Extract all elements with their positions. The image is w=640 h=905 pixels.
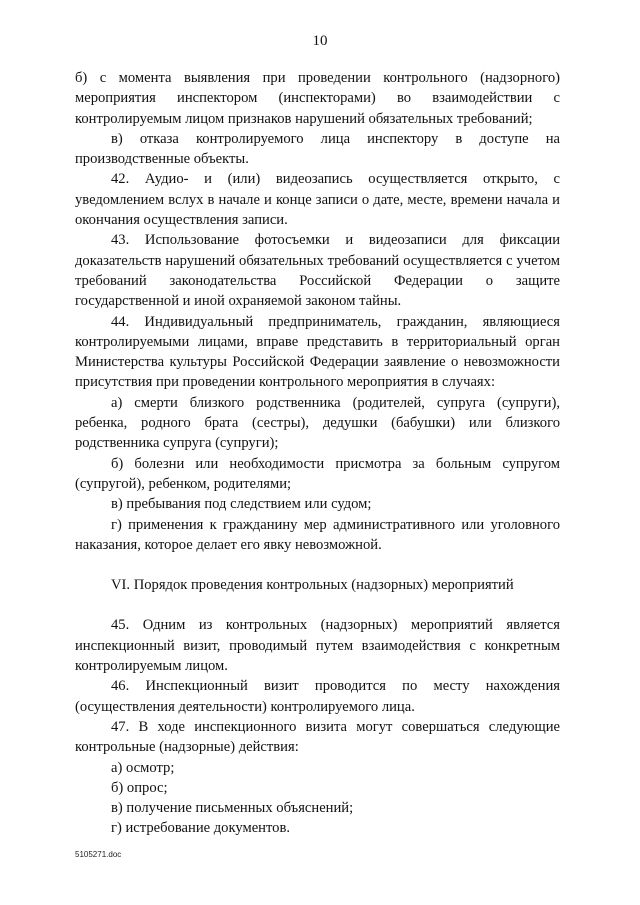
- document-body: [75, 68, 560, 839]
- paragraph: а) смерти близкого родственника (родителей, супруга (супруги), ребенка, родного брата (сестры), дедушки (бабушки) или близкого родственника супруга (супруги);: [75, 394, 560, 452]
- footer-file-code: 5105271.doc: [75, 850, 122, 859]
- paragraph: в) пребывания под следствием или судом;: [111, 496, 372, 513]
- paragraph: г) применения к гражданину мер административного или уголовного наказания, которое делает его явку невозможной.: [75, 516, 560, 553]
- list-item: г) истребование документов.: [111, 820, 291, 837]
- paragraph: 44. Индивидуальный предприниматель, гражданин, являющиеся контролируемыми лицами, вправе представить в территориальный орган Министерства культуры Российской Федерации заявление о невозможности присутствия при проведении контрольного мероприятия в случаях:: [75, 313, 560, 391]
- paragraph: в) отказа контролируемого лица инспектору в доступе на производственные объекты.: [75, 130, 560, 168]
- paragraph: б) болезни или необходимости присмотра за больным супругом (супругой), ребенком, родителями;: [75, 455, 560, 492]
- paragraph: 43. Использование фотосъемки и видеозаписи для фиксации доказательств нарушений обязательных требований осуществляется с учетом требований законодательства Российской Федерации о защите государственной и иной охраняемой законом тайны.: [75, 232, 560, 310]
- paragraph: б) с момента выявления при проведении контрольного (надзорного) мероприятия инспектором (инспекторами) во взаимодействии с контролируемым лицом признаков нарушений обязательных требований;: [75, 70, 560, 127]
- list-item: а) осмотр;: [111, 759, 175, 776]
- list-item: в) получение письменных объяснений;: [111, 800, 354, 817]
- paragraph: 42. Аудио- и (или) видеозапись осуществляется открыто, с уведомлением вслух в начале и конце записи о дате, месте, времени начала и окончания осуществления записи.: [75, 171, 560, 229]
- paragraph: 46. Инспекционный визит проводится по месту нахождения (осуществления деятельности) контролируемого лица.: [75, 678, 560, 715]
- paragraph: 45. Одним из контрольных (надзорных) мероприятий является инспекционный визит, проводимый путем взаимодействия с конкретным контролируемым лицом.: [75, 617, 560, 675]
- paragraph: 47. В ходе инспекционного визита могут совершаться следующие контрольные (надзорные) действия:: [75, 718, 560, 756]
- section-heading: VI. Порядок проведения контрольных (надзорных) мероприятий: [111, 577, 514, 594]
- page-number: 10: [312, 33, 328, 49]
- list-item: б) опрос;: [111, 779, 168, 796]
